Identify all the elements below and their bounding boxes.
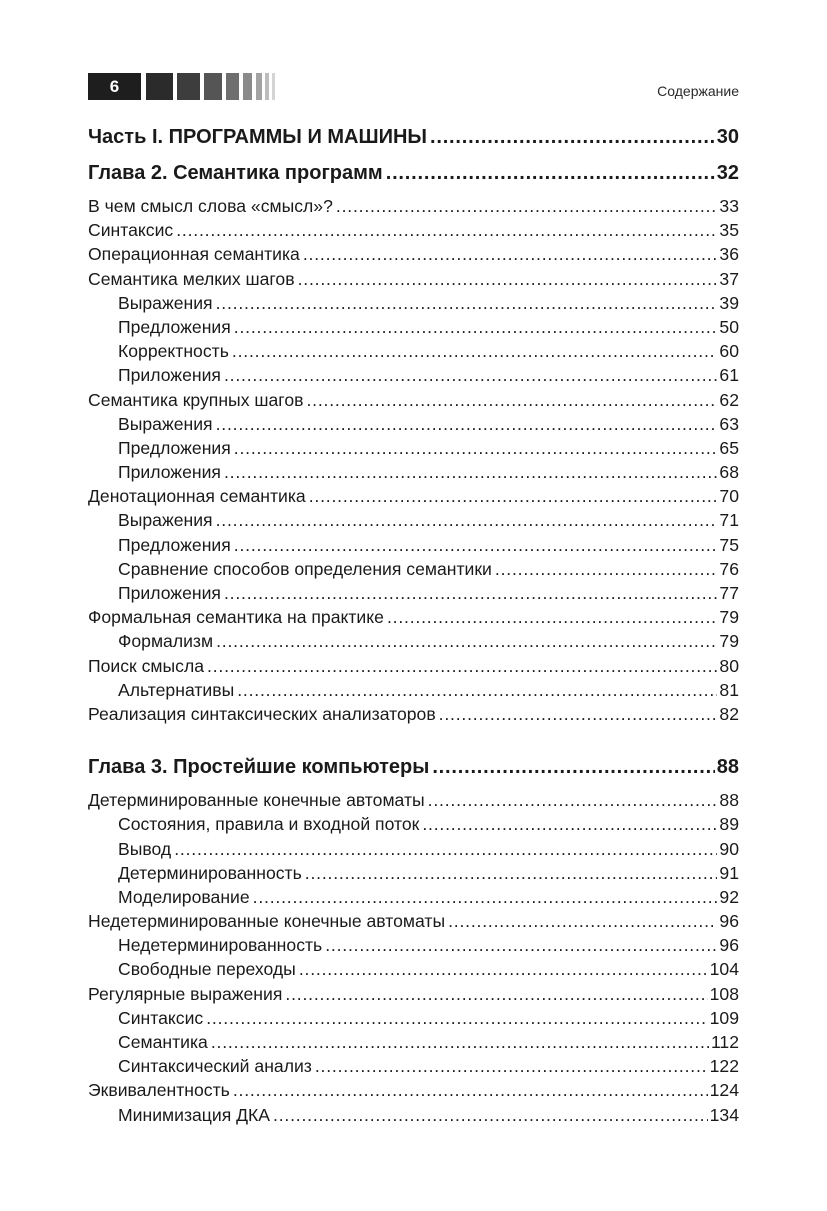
toc-entry-page: 76 <box>719 558 739 579</box>
toc-leader-dots <box>206 1006 707 1030</box>
toc-entry-page: 104 <box>709 959 739 980</box>
toc-entry-title: Приложения <box>118 462 221 483</box>
toc-entry-title: Регулярные выражения <box>88 983 283 1004</box>
toc-leader-dots <box>305 861 718 885</box>
toc-entry-page: 71 <box>719 510 739 531</box>
toc-leader-dots <box>216 291 718 315</box>
toc-entry-page: 90 <box>719 838 739 859</box>
toc-leader-dots <box>253 885 718 909</box>
toc-subsection-entry <box>88 1006 739 1030</box>
toc-subsection-entry <box>88 678 739 702</box>
toc-leader-dots <box>216 412 718 436</box>
toc-entry-title: Формальная семантика на практике <box>88 607 384 628</box>
toc-entry-page: 50 <box>719 316 739 337</box>
toc-entry-title: Глава 3. Простейшие компьютеры <box>88 756 430 779</box>
header-bar-block <box>256 73 262 100</box>
toc-subsection-entry <box>88 315 739 339</box>
toc-entry-title: Корректность <box>118 341 229 362</box>
toc-entry-title: Вывод <box>118 838 172 859</box>
toc-subsection-entry <box>88 837 739 861</box>
toc-entry-title: Формализм <box>118 631 214 652</box>
toc-section-entry <box>88 654 739 678</box>
toc-subsection-entry <box>88 460 739 484</box>
toc-section-entry <box>88 1078 739 1102</box>
table-of-contents <box>88 124 739 1127</box>
toc-entry-title: Реализация синтаксических анализаторов <box>88 703 436 724</box>
toc-entry-title: Детерминированные конечные автоматы <box>88 790 425 811</box>
toc-entry-title: Операционная семантика <box>88 244 300 265</box>
toc-subsection-entry <box>88 629 739 653</box>
toc-subsection-entry <box>88 1030 739 1054</box>
toc-entry-page: 39 <box>719 292 739 313</box>
toc-entry-title: Предложения <box>118 437 231 458</box>
toc-entry-title: Детерминированность <box>118 862 302 883</box>
toc-entry-page: 91 <box>719 862 739 883</box>
toc-leader-dots <box>232 339 718 363</box>
toc-section-entry <box>88 982 739 1006</box>
toc-leader-dots <box>299 957 708 981</box>
toc-entry-title: Недетерминированные конечные автоматы <box>88 911 446 932</box>
toc-leader-dots <box>336 194 718 218</box>
header-bar-block <box>265 73 269 100</box>
toc-section-entry <box>88 605 739 629</box>
toc-entry-page: 36 <box>719 244 739 265</box>
toc-subsection-entry <box>88 412 739 436</box>
toc-section-entry <box>88 909 739 933</box>
toc-entry-page: 109 <box>709 1007 739 1028</box>
toc-entry-page: 122 <box>709 1056 739 1077</box>
toc-entry-page: 112 <box>710 1032 739 1052</box>
toc-subsection-entry <box>88 885 739 909</box>
toc-entry-page: 81 <box>719 679 739 700</box>
toc-leader-dots <box>303 242 718 266</box>
toc-entry-page: 124 <box>709 1080 739 1101</box>
toc-leader-dots <box>224 363 717 387</box>
toc-entry-page: 82 <box>719 703 739 724</box>
toc-leader-dots <box>448 909 717 933</box>
toc-entry-title: Предложения <box>118 534 231 555</box>
toc-entry-title: Приложения <box>118 365 221 386</box>
toc-entry-title: Синтаксис <box>118 1007 204 1028</box>
toc-subsection-entry <box>88 1054 739 1078</box>
toc-subsection-entry <box>88 363 739 387</box>
toc-entry-page: 88 <box>716 756 739 779</box>
toc-part-entry <box>88 124 739 150</box>
toc-leader-dots <box>387 605 717 629</box>
toc-leader-dots <box>224 581 717 605</box>
toc-entry-title: Синтаксис <box>88 220 174 241</box>
toc-section-entry <box>88 484 739 508</box>
toc-entry-page: 108 <box>709 983 739 1004</box>
toc-leader-dots <box>306 388 717 412</box>
toc-chapter-entry <box>88 160 739 186</box>
toc-entry-title: Сравнение способов определения семантики <box>118 558 492 579</box>
toc-entry-page: 33 <box>719 196 739 216</box>
toc-entry-title: Семантика крупных шагов <box>88 389 304 410</box>
toc-leader-dots <box>325 933 717 957</box>
toc-entry-page: 68 <box>719 462 739 483</box>
toc-subsection-entry <box>88 508 739 532</box>
toc-entry-page: 62 <box>719 389 739 410</box>
toc-leader-dots <box>309 484 718 508</box>
toc-entry-title: Семантика мелких шагов <box>88 268 295 289</box>
header-bar-block <box>226 73 239 100</box>
toc-leader-dots <box>174 837 717 861</box>
page-number: 6 <box>88 73 141 100</box>
toc-section-entry <box>88 388 739 412</box>
toc-entry-title: Поиск смысла <box>88 655 205 676</box>
toc-leader-dots <box>315 1054 708 1078</box>
toc-leader-dots <box>237 678 717 702</box>
toc-section-entry <box>88 788 739 812</box>
toc-entry-page: 79 <box>719 607 739 628</box>
toc-entry-title: Выражения <box>118 413 213 434</box>
toc-subsection-entry <box>88 812 739 836</box>
toc-entry-page: 96 <box>719 935 739 956</box>
toc-entry-title: Альтернативы <box>118 679 235 700</box>
toc-entry-title: Предложения <box>118 316 231 337</box>
toc-entry-page: 70 <box>719 486 739 507</box>
toc-section-entry <box>88 194 739 218</box>
toc-leader-dots <box>234 436 718 460</box>
toc-subsection-entry <box>88 291 739 315</box>
toc-leader-dots <box>216 629 717 653</box>
toc-entry-title: Глава 2. Семантика программ <box>88 162 383 184</box>
toc-entry-title: Часть I. ПРОГРАММЫ И МАШИНЫ <box>88 126 427 148</box>
toc-entry-title: Семантика <box>118 1032 208 1052</box>
toc-section-entry <box>88 242 739 266</box>
toc-subsection-entry <box>88 436 739 460</box>
toc-entry-title: Свободные переходы <box>118 959 296 980</box>
toc-section-entry <box>88 267 739 291</box>
toc-entry-title: Приложения <box>118 583 221 603</box>
toc-entry-page: 79 <box>719 631 739 652</box>
header-bar-block <box>177 73 200 100</box>
toc-entry-page: 96 <box>719 911 739 932</box>
toc-leader-dots <box>386 160 715 186</box>
toc-leader-dots <box>234 533 718 557</box>
toc-subsection-entry <box>88 861 739 885</box>
toc-leader-dots <box>430 124 715 150</box>
toc-entry-page: 60 <box>719 341 739 362</box>
header-bar-block <box>146 73 173 100</box>
toc-leader-dots <box>224 460 717 484</box>
toc-entry-page: 89 <box>719 814 739 835</box>
toc-entry-title: Синтаксический анализ <box>118 1056 312 1077</box>
running-title: Содержание <box>657 83 739 99</box>
toc-subsection-entry <box>88 581 739 605</box>
toc-leader-dots <box>439 702 718 726</box>
header-bar-block <box>243 73 252 100</box>
toc-leader-dots <box>211 1030 709 1054</box>
toc-leader-dots <box>298 267 718 291</box>
toc-entry-page: 92 <box>719 886 739 907</box>
toc-leader-dots <box>422 812 717 836</box>
toc-leader-dots <box>285 982 707 1006</box>
toc-subsection-entry <box>88 339 739 363</box>
toc-entry-page: 35 <box>719 220 739 241</box>
toc-entry-page: 75 <box>719 534 739 555</box>
toc-leader-dots <box>432 754 714 780</box>
toc-entry-title: Выражения <box>118 292 213 313</box>
toc-leader-dots <box>495 557 718 581</box>
toc-subsection-entry <box>88 957 739 981</box>
toc-entry-page: 61 <box>719 365 739 386</box>
toc-leader-dots <box>273 1103 708 1127</box>
toc-leader-dots <box>216 508 718 532</box>
toc-leader-dots <box>233 1078 708 1102</box>
header-bar-block <box>272 73 275 100</box>
toc-leader-dots <box>176 218 717 242</box>
toc-entry-title: В чем смысл слова «смысл»? <box>88 196 333 216</box>
toc-leader-dots <box>234 315 718 339</box>
toc-entry-title: Недетерминированность <box>118 935 323 956</box>
toc-subsection-entry <box>88 1103 739 1127</box>
toc-entry-page: 80 <box>719 655 739 676</box>
toc-entry-page: 134 <box>709 1104 739 1125</box>
toc-entry-page: 65 <box>719 437 739 458</box>
toc-subsection-entry <box>88 557 739 581</box>
toc-entry-title: Минимизация ДКА <box>118 1104 271 1125</box>
toc-section-entry <box>88 702 739 726</box>
toc-entry-page: 32 <box>716 162 739 184</box>
toc-entry-title: Денотационная семантика <box>88 486 306 507</box>
toc-entry-page: 88 <box>719 790 739 811</box>
toc-leader-dots <box>207 654 717 678</box>
toc-entry-title: Эквивалентность <box>88 1080 230 1101</box>
page-header <box>88 73 739 100</box>
toc-subsection-entry <box>88 533 739 557</box>
toc-section-entry <box>88 218 739 242</box>
toc-entry-page: 63 <box>719 413 739 434</box>
toc-entry-title: Состояния, правила и входной поток <box>118 814 420 835</box>
toc-entry-title: Моделирование <box>118 886 250 907</box>
toc-subsection-entry <box>88 933 739 957</box>
toc-leader-dots <box>428 788 718 812</box>
toc-chapter-entry <box>88 754 739 780</box>
header-bar-block <box>204 73 222 100</box>
toc-entry-title: Выражения <box>118 510 213 531</box>
toc-entry-page: 77 <box>719 583 739 603</box>
toc-entry-page: 37 <box>719 268 739 289</box>
toc-entry-page: 30 <box>716 126 739 148</box>
